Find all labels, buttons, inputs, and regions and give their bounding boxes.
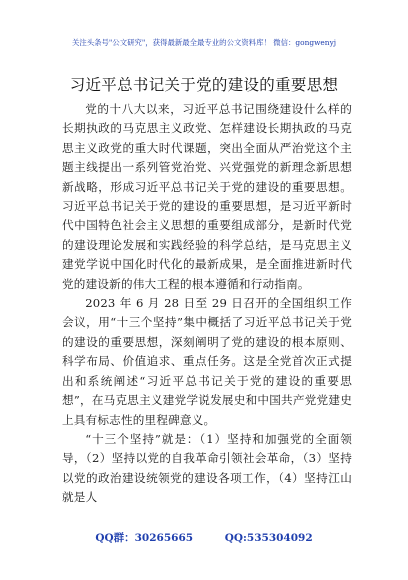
footer-qq: QQ:535304092: [224, 532, 313, 544]
page-header-notice: 关注头条号"公文研究"，获得最新最全最专业的公文资料库！ 微信：gongwenyj: [71, 38, 337, 47]
page-footer: [0, 531, 408, 545]
document-title: 习近平总书记关于党的建设的重要思想: [69, 76, 339, 94]
paragraph-intro: 党的十八大以来，习近平总书记围绕建设什么样的长期执政的马克思主义政党、怎样建设长期执政的马克思主义政党的重大时代课题，突出全面从严治党这个主题主线提出一系列管党治党、兴党强党的新理念新思想新战略，形成习近平总书记关于党的建设的重要思想。习近平总书记关于党的建设的重要思想，是习近平新时代中国特色社会主义思想的重要组成部分，是新时代党的建设理论发展和实践经验的科学总结，是马克思主义建党学说中国化时代化的最新成果，是全面推进新时代党的建设新的伟大工程的根本遵循和行动指南。: [62, 102, 352, 291]
footer-qq-group: QQ群：30265665: [95, 532, 194, 544]
document-body: [62, 100, 352, 508]
paragraph-conference: 2023 年 6 月 28 日至 29 日召开的全国组织工作会议，用“十三个坚持”集中概括了习近平总书记关于党的建设的重要思想，深刻阐明了党的建设的根本原则、科学布局、价值追求、重点任务。这是全党首次正式提出和系统阐述“习近平总书记关于党的建设的重要思想”，在马克思主义建党学说发展史和中国共产党党建史上具有标志性的里程碑意义。: [62, 296, 352, 427]
paragraph-thirteen-principles: “十三个坚持”就是：（1）坚持和加强党的全面领导，（2）坚持以党的自我革命引领社会革命，（3）坚持以党的政治建设统领党的建设各项工作，（4）坚持江山就是人: [62, 431, 352, 505]
